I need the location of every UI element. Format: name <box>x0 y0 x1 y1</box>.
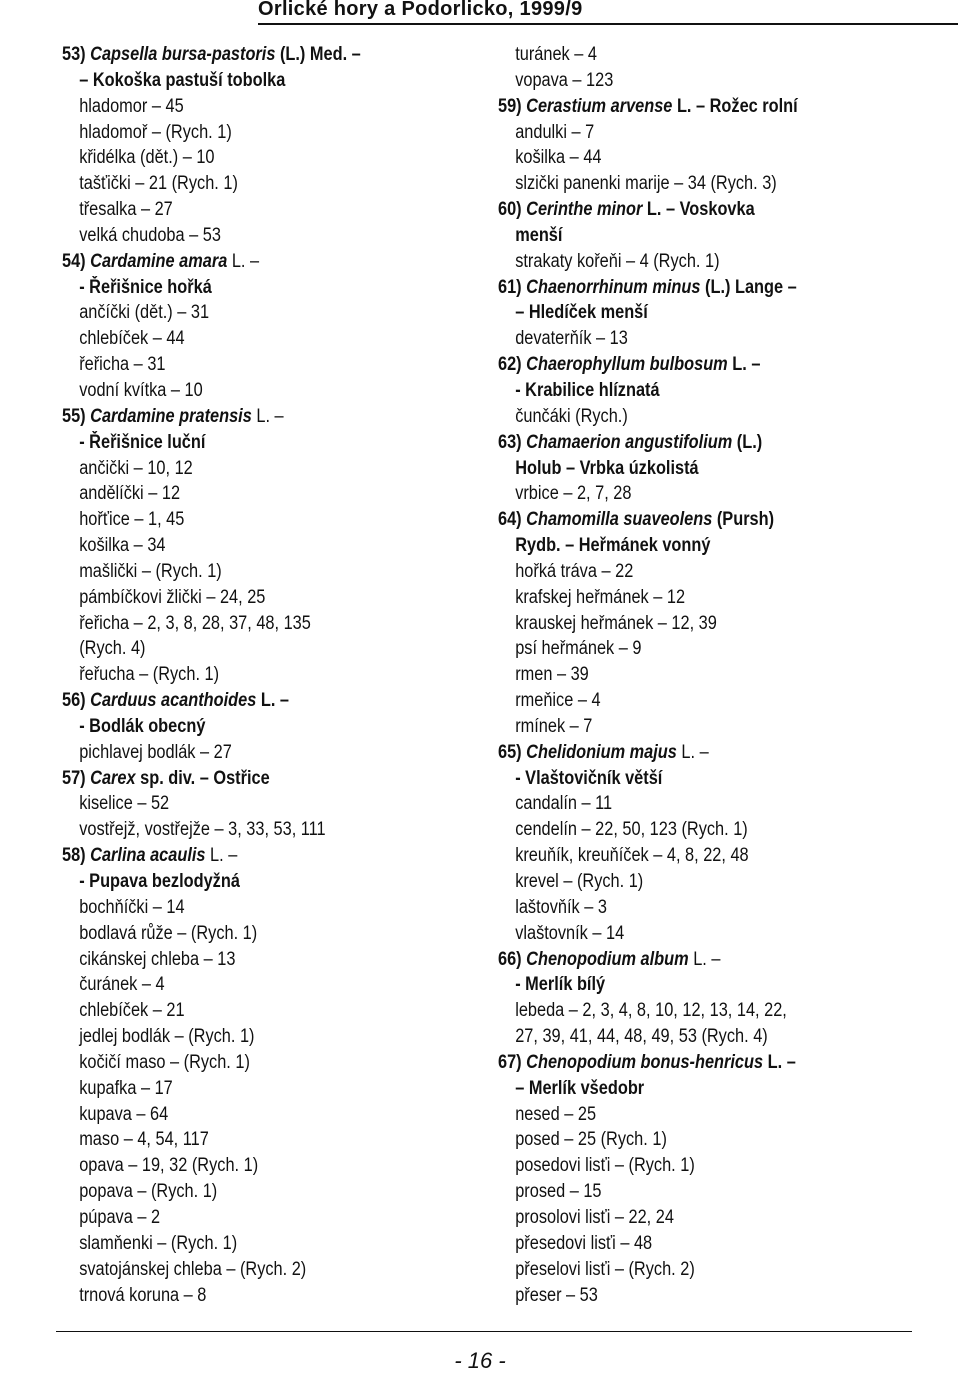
entry-heading: 59) Cerastium arvense L. – Rožec rolní <box>498 95 798 117</box>
folk-name: krafskej heřmánek – 12 <box>515 586 686 608</box>
folk-name: hořká tráva – 22 <box>515 560 634 582</box>
folk-name: velká chudoba – 53 <box>79 224 221 246</box>
folk-name: rmínek – 7 <box>515 715 593 737</box>
folk-name: vopava – 123 <box>515 69 614 91</box>
folk-name: řeřicha – 2, 3, 8, 28, 37, 48, 135 <box>79 612 311 634</box>
czech-name: - Vlaštovičník větší <box>515 767 663 789</box>
folk-name: vlaštovník – 14 <box>515 922 625 944</box>
folk-name: vostřejž, vostřejže – 3, 33, 53, 111 <box>79 819 326 841</box>
entry-heading: 54) Cardamine amara L. – <box>62 250 260 272</box>
folk-name: psí heřmánek – 9 <box>515 638 642 660</box>
entry-heading: 67) Chenopodium bonus-henricus L. – <box>498 1051 796 1073</box>
folk-name: prosolovi lisťi – 22, 24 <box>515 1206 674 1228</box>
folk-name: posedovi lisťi – (Rych. 1) <box>515 1155 695 1177</box>
folk-name: slzički panenki marije – 34 (Rych. 3) <box>515 173 777 195</box>
folk-name: púpava – 2 <box>79 1206 161 1228</box>
folk-name: opava – 19, 32 (Rych. 1) <box>79 1155 259 1177</box>
folk-name: popava – (Rych. 1) <box>79 1181 218 1203</box>
folk-name: posed – 25 (Rych. 1) <box>515 1129 667 1151</box>
folk-name: čunčáki (Rych.) <box>515 405 628 427</box>
page-header <box>258 0 958 24</box>
folk-name: přesedovi lisťi – 48 <box>515 1232 653 1254</box>
folk-name: ančíčki (dět.) – 31 <box>79 302 210 324</box>
folk-name: svatojánskej chleba – (Rych. 2) <box>79 1258 307 1280</box>
entry-heading: 62) Chaerophyllum bulbosum L. – <box>498 354 761 376</box>
folk-name: trnová koruna – 8 <box>79 1284 207 1306</box>
folk-name: krauskej heřmánek – 12, 39 <box>515 612 717 634</box>
czech-name: - Merlík bílý <box>515 974 606 996</box>
czech-name: - Krabilice hlíznatá <box>515 379 660 401</box>
left-column <box>62 42 492 1308</box>
page-number: - 16 - <box>454 1348 506 1373</box>
folk-name: řeřucha – (Rych. 1) <box>79 664 220 686</box>
right-column <box>498 42 938 1308</box>
folk-name: mašlički – (Rych. 1) <box>79 560 222 582</box>
folk-name: candalín – 11 <box>515 793 613 815</box>
folk-name: rmeňice – 4 <box>515 690 601 712</box>
folk-name: kupava – 64 <box>79 1103 169 1125</box>
folk-name-continuation: (Rych. 4) <box>79 638 146 660</box>
entry-heading: 56) Carduus acanthoides L. – <box>62 690 290 712</box>
czech-name: Rydb. – Heřmánek vonný <box>515 535 711 557</box>
czech-name: – Merlík všedobr <box>515 1077 645 1099</box>
folk-name: andulki – 7 <box>515 121 595 143</box>
entry-heading: 57) Carex sp. div. – Ostřice <box>62 767 270 789</box>
folk-name: přeselovi lisťi – (Rych. 2) <box>515 1258 695 1280</box>
czech-name: - Bodlák obecný <box>79 715 206 737</box>
folk-name: andělíčki – 12 <box>79 483 181 505</box>
folk-name: vrbice – 2, 7, 28 <box>515 483 632 505</box>
folk-name: nesed – 25 <box>515 1103 597 1125</box>
footer-rule <box>56 1331 912 1332</box>
entry-heading: 63) Chamaerion angustifolium (L.) <box>498 431 763 453</box>
publication-title: Orlické hory a Podorlicko, 1999/9 <box>258 0 583 20</box>
folk-name: košilka – 44 <box>515 147 602 169</box>
entry-heading: 66) Chenopodium album L. – <box>498 948 721 970</box>
folk-name: strakaty kořeňi – 4 (Rych. 1) <box>515 250 720 272</box>
folk-name: kupafka – 17 <box>79 1077 173 1099</box>
entry-heading: 61) Chaenorrhinum minus (L.) Lange – <box>498 276 797 298</box>
folk-name: cendelín – 22, 50, 123 (Rych. 1) <box>515 819 748 841</box>
folk-name: křidélka (dět.) – 10 <box>79 147 215 169</box>
folk-name: bochňíčki – 14 <box>79 896 185 918</box>
czech-name: - Řeřišnice luční <box>79 431 206 453</box>
folk-name: turánek – 4 <box>515 44 597 65</box>
folk-name: bodlavá růže – (Rych. 1) <box>79 922 258 944</box>
entry-heading: 53) Capsella bursa-pastoris (L.) Med. – <box>62 44 361 65</box>
entry-heading: 65) Chelidonium majus L. – <box>498 741 709 763</box>
folk-name: pichlavej bodlák – 27 <box>79 741 232 763</box>
folk-name: kočičí maso – (Rych. 1) <box>79 1051 250 1073</box>
folk-name-continuation: 27, 39, 41, 44, 48, 49, 53 (Rych. 4) <box>515 1026 768 1048</box>
folk-name: hladomoř – (Rych. 1) <box>79 121 232 143</box>
folk-name: jedlej bodlák – (Rych. 1) <box>79 1026 255 1048</box>
folk-name: laštovňík – 3 <box>515 896 607 918</box>
folk-name: cikánskej chleba – 13 <box>79 948 236 970</box>
folk-name: přeser – 53 <box>515 1284 598 1306</box>
folk-name: krevel – (Rych. 1) <box>515 871 644 892</box>
folk-name: devaterňík – 13 <box>515 328 628 350</box>
folk-name: chlebíček – 21 <box>79 1000 185 1022</box>
folk-name: ančički – 10, 12 <box>79 457 193 479</box>
folk-name: maso – 4, 54, 117 <box>79 1129 209 1151</box>
folk-name: chlebíček – 44 <box>79 328 185 350</box>
czech-name: Holub – Vrbka úzkolistá <box>515 457 699 479</box>
entry-heading: 60) Cerinthe minor L. – Voskovka <box>498 199 755 221</box>
folk-name: tašťički – 21 (Rych. 1) <box>79 173 238 195</box>
folk-name: rmen – 39 <box>515 664 589 686</box>
folk-name: kiselice – 52 <box>79 793 170 815</box>
folk-name: třesalka – 27 <box>79 199 173 221</box>
folk-name: lebeda – 2, 3, 4, 8, 10, 12, 13, 14, 22, <box>515 1000 787 1022</box>
header-rule <box>258 23 958 25</box>
folk-name: pámbíčkovi žlički – 24, 25 <box>79 586 266 608</box>
czech-name: - Pupava bezlodyžná <box>79 871 240 892</box>
entry-heading: 58) Carlina acaulis L. – <box>62 845 238 867</box>
czech-name: - Řeřišnice hořká <box>79 276 212 298</box>
czech-name: menší <box>515 224 563 246</box>
folk-name: vodní kvítka – 10 <box>79 379 203 401</box>
entry-heading: 64) Chamomilla suaveolens (Pursh) <box>498 509 775 531</box>
folk-name: čuránek – 4 <box>79 974 165 996</box>
entry-heading: 55) Cardamine pratensis L. – <box>62 405 284 427</box>
folk-name: hladomor – 45 <box>79 95 184 117</box>
folk-name: košilka – 34 <box>79 535 166 557</box>
czech-name: – Kokoška pastuší tobolka <box>79 69 286 91</box>
folk-name: slamňenki – (Rych. 1) <box>79 1232 238 1254</box>
folk-name: hořťice – 1, 45 <box>79 509 185 531</box>
folk-name: kreuňík, kreuňíček – 4, 8, 22, 48 <box>515 845 749 867</box>
czech-name: – Hledíček menší <box>515 302 648 324</box>
folk-name: řeřicha – 31 <box>79 354 166 376</box>
folk-name: prosed – 15 <box>515 1181 602 1203</box>
